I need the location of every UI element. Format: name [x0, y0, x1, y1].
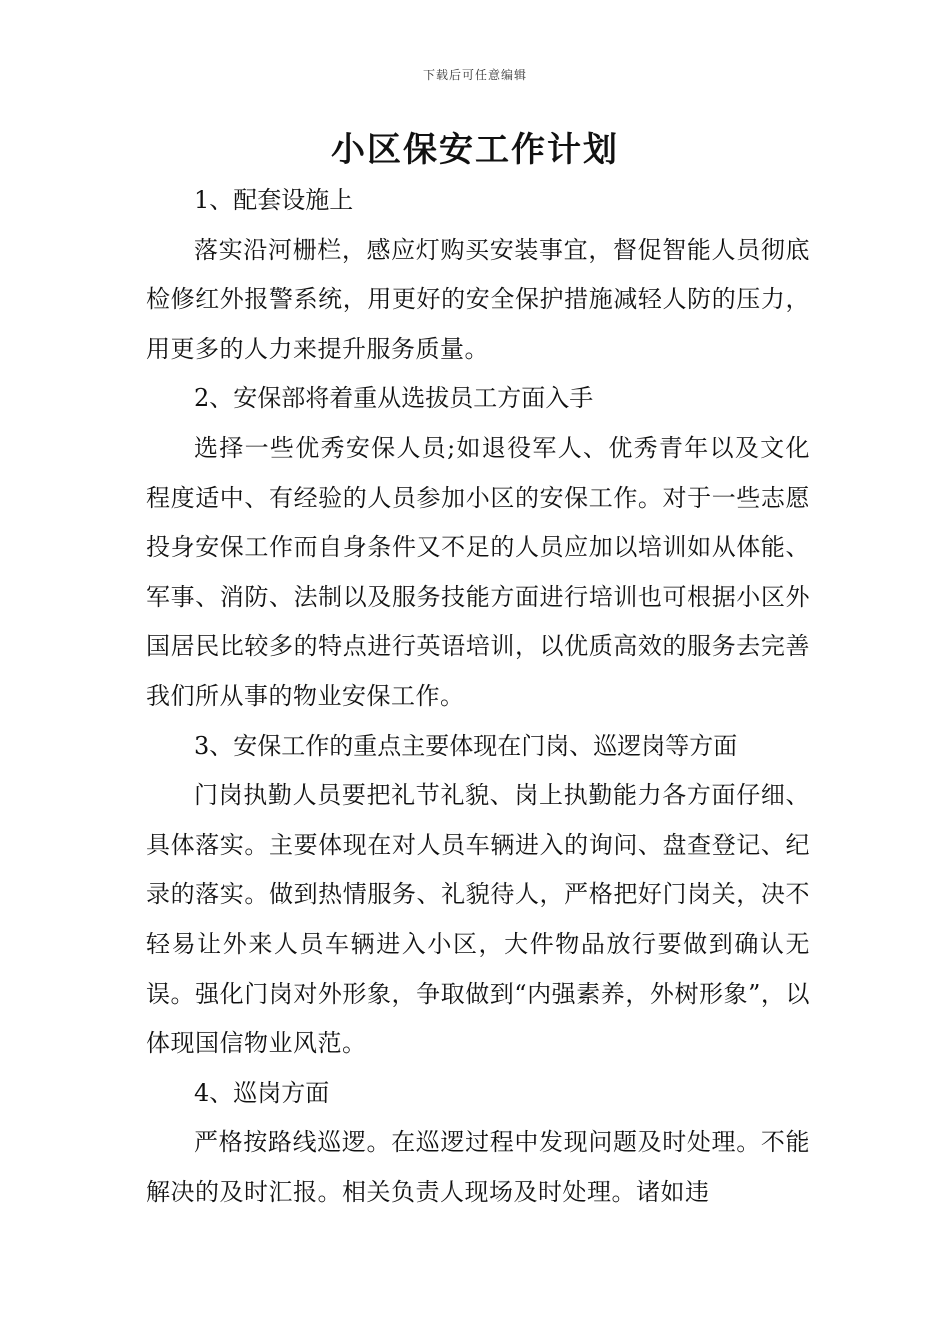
section-paragraph-1: 落实沿河栅栏，感应灯购买安装事宜，督促智能人员彻底检修红外报警系统，用更好的安全保护措施减轻人防的压力，用更多的人力来提升服务质量。: [146, 235, 810, 363]
section-paragraph-3: 门岗执勤人员要把礼节礼貌、岗上执勤能力各方面仔细、具体落实。主要体现在对人员车辆进入的询问、盘查登记、纪录的落实。做到热情服务、礼貌待人，严格把好门岗关，决不轻易让外来人员车辆进入小区，大件物品放行要做到确认无误。强化门岗对外形象，争取做到“内强素养，外树形象”，以体现国信物业风范。: [146, 781, 810, 1058]
section-heading-2: 2、安保部将着重从选拔员工方面入手: [194, 384, 594, 413]
section-heading-3: 3、安保工作的重点主要体现在门岗、巡逻岗等方面: [194, 731, 738, 760]
document-body: [146, 176, 810, 1217]
page-title: 小区保安工作计划: [331, 130, 619, 170]
section-heading-1: 1、配套设施上: [194, 186, 354, 214]
section-paragraph-4: 严格按路线巡逻。在巡逻过程中发现问题及时处理。不能解决的及时汇报。相关负责人现场及时处理。诸如违: [146, 1128, 810, 1206]
section-paragraph-2: 选择一些优秀安保人员;如退役军人、优秀青年以及文化程度适中、有经验的人员参加小区的安保工作。对于一些志愿投身安保工作而自身条件又不足的人员应加以培训如从体能、军事、消防、法制以及服务技能方面进行培训也可根据小区外国居民比较多的特点进行英语培训，以优质高效的服务去完善我们所从事的物业安保工作。: [146, 433, 810, 710]
header-note: 下载后可任意编辑: [422, 68, 527, 82]
section-heading-4: 4、巡岗方面: [194, 1078, 330, 1107]
